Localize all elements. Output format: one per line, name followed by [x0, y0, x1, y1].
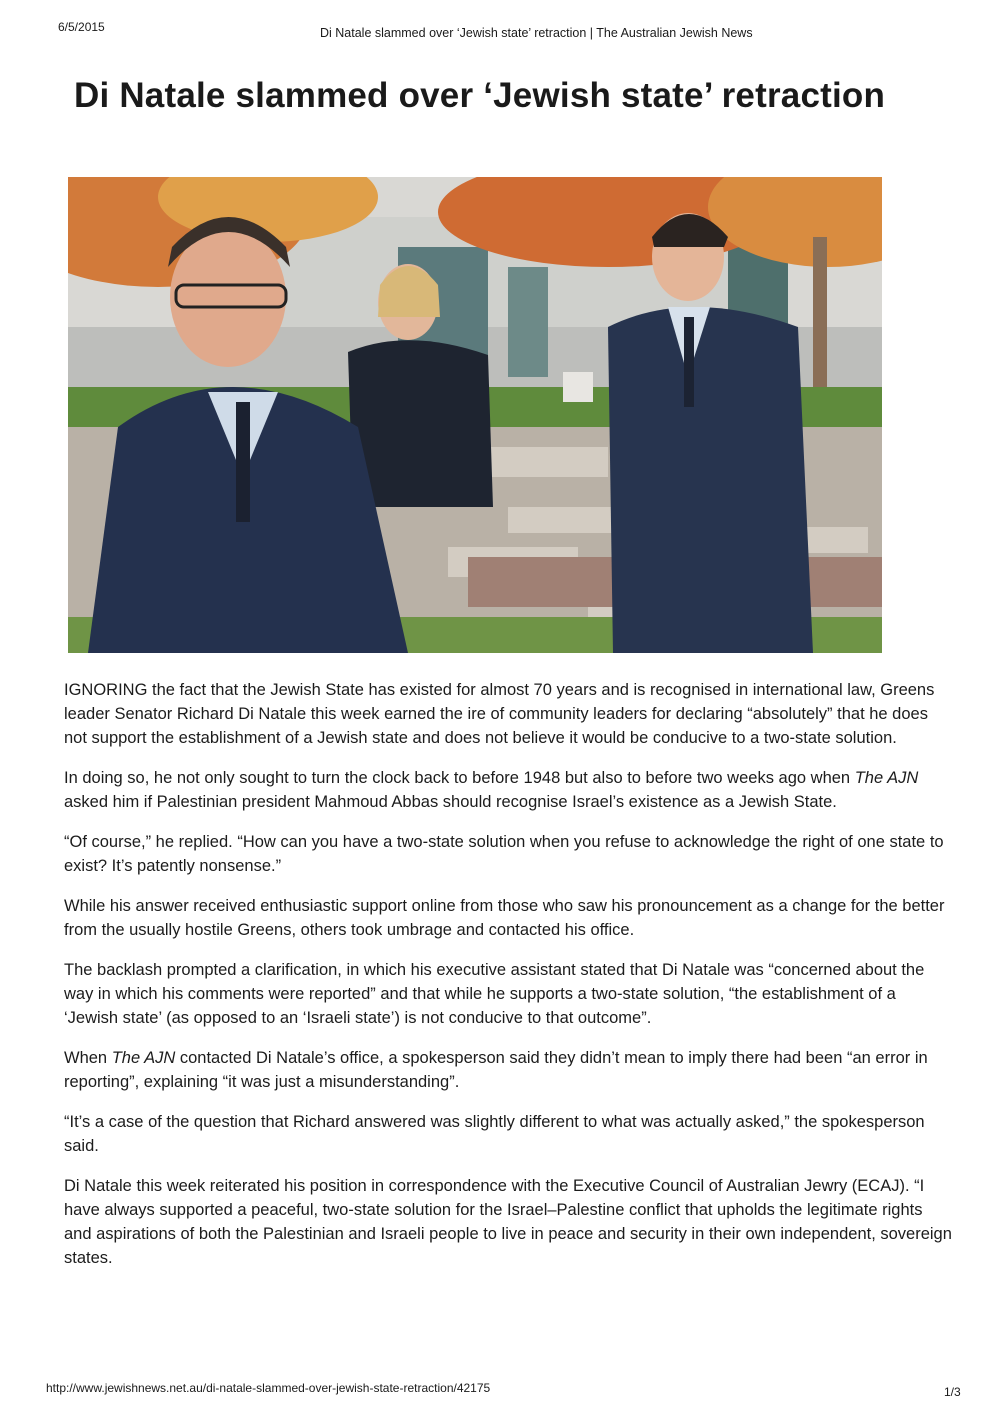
print-header-title: Di Natale slammed over ‘Jewish state’ retraction | The Australian Jewish News — [320, 26, 753, 40]
article-headline: Di Natale slammed over ‘Jewish state’ retraction — [74, 76, 886, 115]
article-paragraph: Di Natale this week reiterated his position in correspondence with the Executive Council of Australian Jewry (ECAJ). “I have always supported a peaceful, two-state solution for the Israel–Palestine conflict that upholds the legitimate rights and aspirations of both the Palestinian and Israeli people to live in peace and security in their own independent, sovereign states. — [64, 1177, 952, 1267]
article-paragraph: “It’s a case of the question that Richard answered was slightly different to what was actually asked,” the spokesperson said. — [64, 1113, 925, 1155]
print-header-date: 6/5/2015 — [58, 20, 105, 34]
article-paragraph: In doing so, he not only sought to turn the clock back to before 1948 but also to before two weeks ago when The AJN asked him if Palestinian president Mahmoud Abbas should recognise Israel’s existence as a Jewish State. — [64, 769, 919, 811]
article-paragraph: “Of course,” he replied. “How can you have a two-state solution when you refuse to acknowledge the right of one state to exist? It’s patently nonsense.” — [64, 833, 944, 875]
article-paragraph: IGNORING the fact that the Jewish State has existed for almost 70 years and is recognised in international law, Greens leader Senator Richard Di Natale this week earned the ire of community leaders for declaring “absolutely” that he does not support the establishment of a Jewish state and does not believe it would be conducive to a two-state solution. — [64, 681, 935, 747]
article-body — [64, 678, 954, 1286]
article-photo — [68, 177, 882, 653]
print-footer-page-number: 1/3 — [944, 1385, 961, 1399]
publication-name: The AJN — [111, 1049, 176, 1067]
publication-name: The AJN — [854, 769, 919, 787]
print-footer-url: http://www.jewishnews.net.au/di-natale-slammed-over-jewish-state-retraction/42175 — [46, 1381, 491, 1395]
news-photo-icon — [68, 177, 882, 653]
article-paragraph: The backlash prompted a clarification, in which his executive assistant stated that Di Natale was “concerned about the way in which his comments were reported” and that while he supports a two-state solution, “the establishment of a ‘Jewish state’ (as opposed to an ‘Israeli state’) is not conducive to that outcome”. — [64, 961, 925, 1027]
article-paragraph: When The AJN contacted Di Natale’s office, a spokesperson said they didn’t mean to imply there had been “an error in reporting”, explaining “it was just a misunderstanding”. — [64, 1049, 928, 1091]
article-paragraph: While his answer received enthusiastic support online from those who saw his pronouncement as a change for the better from the usually hostile Greens, others took umbrage and contacted his office. — [64, 897, 945, 939]
